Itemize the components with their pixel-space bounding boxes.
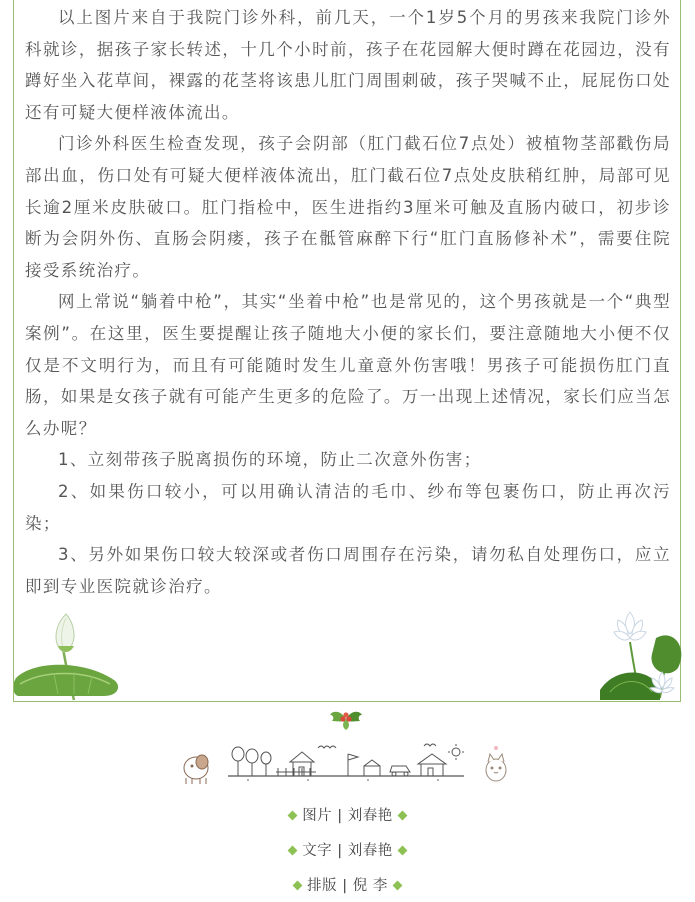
diamond-icon	[288, 810, 298, 820]
diamond-icon	[288, 845, 298, 855]
diamond-icon	[392, 880, 402, 890]
article-frame	[13, 0, 681, 702]
article-body	[25, 2, 671, 602]
lotus-bud-icon	[14, 608, 124, 702]
credit-layout	[0, 874, 695, 895]
credit-layout-text: 排版 | 倪 李	[307, 878, 388, 894]
holly-icon	[328, 705, 364, 731]
paragraph-3: 网上常说“躺着中枪”，其实“坐着中枪”也是常见的，这个男孩就是一个“典型案例”。在这里，医生要提醒让孩子随地大小便的家长们，要注意随地大小便不仅仅是不文明行为，而且有可能随时发生儿童意外伤害哦！男孩子可能损伤肛门直肠，如果是女孩子就有可能产生更多的危险了。万一出现上述情况，家长们应当怎么办呢？	[25, 292, 671, 438]
step-3: 3、另外如果伤口较大较深或者伤口周围存在污染，请勿私自处理伤口，应立即到专业医院就诊治疗。	[25, 545, 671, 596]
cat-icon	[486, 746, 506, 781]
paragraph-2: 门诊外科医生检查发现，孩子会阴部（肛门截石位7点处）被植物茎部戳伤局部出血，伤口处有可疑大便样液体流出，肛门截石位7点处皮肤稍红肿，局部可见长逾2厘米皮肤破口。肛门指检中，医生进指约3厘米可触及直肠内破口，初步诊断为会阴外伤、直肠会阴瘘，孩子在骶管麻醉下行“肛门直肠修补术”，需要住院接受系统治疗。	[25, 134, 671, 280]
credit-text-text: 文字 | 刘春艳	[302, 843, 393, 859]
step-2: 2、如果伤口较小，可以用确认清洁的毛巾、纱布等包裹伤口，防止再次污染；	[25, 481, 671, 533]
diamond-icon	[293, 880, 303, 890]
credit-image	[0, 804, 695, 825]
lotus-flower-icon	[590, 608, 682, 702]
credit-text	[0, 839, 695, 860]
paragraph-1: 以上图片来自于我院门诊外科，前几天，一个1岁5个月的男孩来我院门诊外科就诊，据孩子家长转述，十几个小时前，孩子在花园解大便时蹲在花园边，没有蹲好坐入花草间，裸露的花茎将该患儿肛门周围刺破，孩子哭喊不止，屁屁伤口处还有可疑大便样液体流出。	[25, 8, 671, 122]
dog-icon	[184, 755, 208, 784]
village-line-icon	[178, 740, 518, 786]
diamond-icon	[397, 845, 407, 855]
credit-image-text: 图片 | 刘春艳	[302, 808, 393, 824]
diamond-icon	[397, 810, 407, 820]
step-1: 1、立刻带孩子脱离损伤的环境，防止二次意外伤害；	[58, 450, 482, 470]
